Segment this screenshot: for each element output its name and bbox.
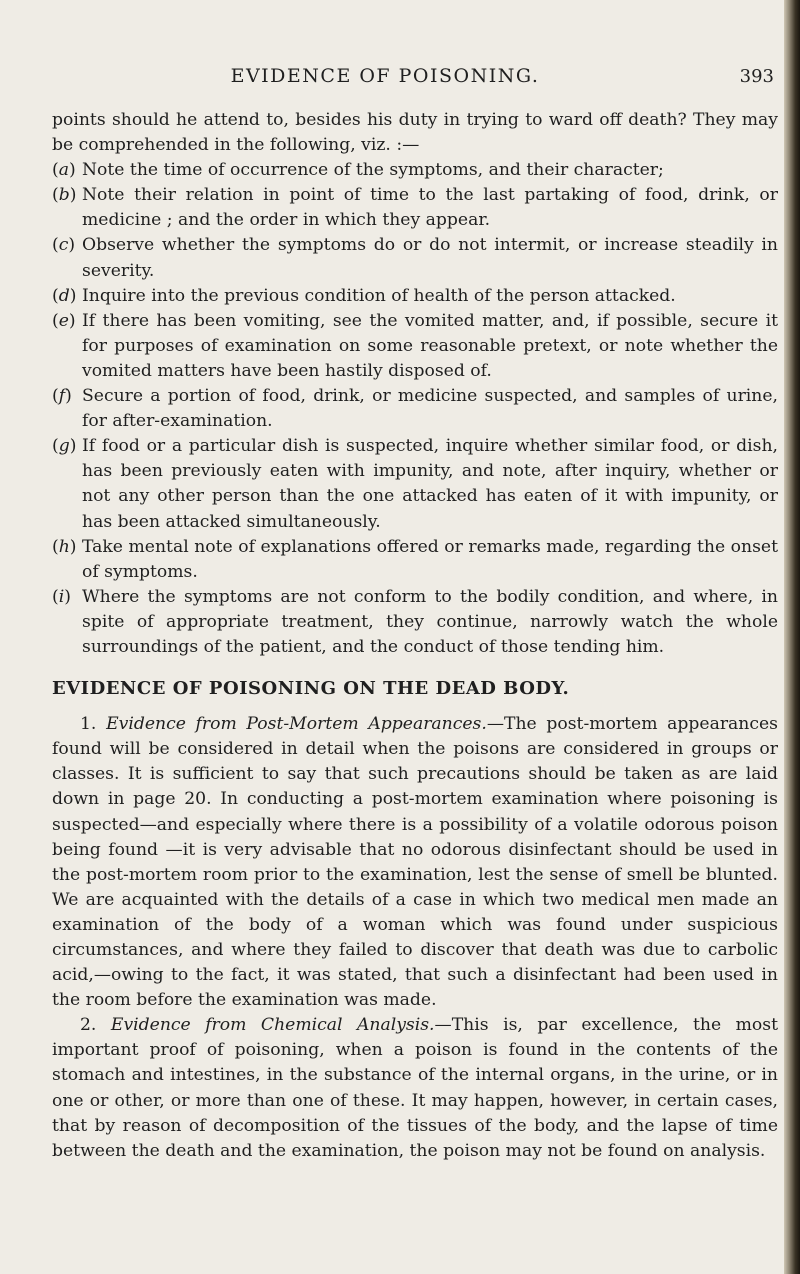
list-item: (g) If food or a particular dish is suspected, inquire whether similar food, or dish, has been previously eaten with impunity, and note, after inquiry, whether or not any other person than the one attacked has eaten of it with impunity, or has been attacked simultaneously. xyxy=(52,436,778,532)
paragraph-lead: Evidence from Chemical Analysis. xyxy=(110,1015,435,1036)
instruction-list xyxy=(52,158,778,660)
intro-text: points should he attend to, besides his duty in trying to ward off death? They may be comprehended in the following, viz. :— xyxy=(52,110,778,156)
paragraph-chemical-analysis xyxy=(52,1013,778,1164)
list-marker: f xyxy=(58,386,66,407)
list-marker: a xyxy=(58,160,69,181)
list-item-text: Observe whether the symptoms do or do not intermit, or increase steadily in severity. xyxy=(82,235,778,281)
list-item: (f) Secure a portion of food, drink, or medicine suspected, and samples of urine, for after-examination. xyxy=(52,386,778,432)
list-item-text: Note the time of occurrence of the symptoms, and their character; xyxy=(82,160,664,181)
list-item-text: Where the symptoms are not conform to the bodily condition, and where, in spite of appropriate treatment, they continue, narrowly watch the whole surroundings of the patient, and the conduct of those tending him. xyxy=(82,586,778,657)
paragraph-text: —This is, par excellence, the most important proof of poisoning, when a poison is found in the contents of the stomach and intestines, in the substance of the internal organs, in the urine, or in one or other, or more than one of these. It may happen, however, in certain cases, that by reason of decomposition of the tissues of the body, and the lapse of time between the death and the examination, the poison may not be found on analysis. xyxy=(52,1015,778,1161)
list-item-text: Take mental note of explanations offered or remarks made, regarding the onset of symptoms. xyxy=(82,536,778,582)
list-marker: d xyxy=(58,285,70,306)
page-content xyxy=(52,64,778,1164)
paragraph-number: 1. xyxy=(80,714,97,735)
paragraph-lead: Evidence from Post-Mortem Appearances. xyxy=(106,714,487,735)
section-heading: EVIDENCE OF POISONING ON THE DEAD BODY. xyxy=(52,678,570,700)
list-item: (c) Observe whether the symptoms do or do not intermit, or increase steadily in severity. xyxy=(52,235,778,281)
list-item-text: If there has been vomiting, see the vomited matter, and, if possible, secure it for purposes of examination on some reasonable pretext, or note whether the vomited matters have been hastily disposed of. xyxy=(82,310,778,381)
list-marker: b xyxy=(58,185,70,206)
list-marker: h xyxy=(58,536,70,557)
list-marker: c xyxy=(58,235,69,256)
list-item: (h) Take mental note of explanations offered or remarks made, regarding the onset of symptoms. xyxy=(52,536,778,582)
list-item-text: Secure a portion of food, drink, or medicine suspected, and samples of urine, for after-examination. xyxy=(82,386,778,432)
list-marker: i xyxy=(58,586,65,607)
running-head xyxy=(52,64,778,104)
list-marker: g xyxy=(58,436,70,457)
list-item-text: If food or a particular dish is suspected, inquire whether similar food, or dish, has been previously eaten with impunity, and note, after inquiry, whether or not any other person than the one attacked has eaten of it with impunity, or has been attacked simultaneously. xyxy=(82,436,778,532)
page-edge-shadow xyxy=(784,0,800,1274)
list-item: (d) Inquire into the previous condition of health of the person attacked. xyxy=(52,285,676,306)
list-item-text: Inquire into the previous condition of health of the person attacked. xyxy=(82,285,676,306)
paragraph-text: —The post-mortem appearances found will be considered in detail when the poisons are considered in groups or classes. It is sufficient to say that such precautions should be taken as are laid down in page 20. In conducting a post-mortem examination where poisoning is suspected—and especially where there is a possibility of a volatile odorous poison being found —it is very advisable that no odorous disinfectant should be used in the post-mortem room prior to the examination, lest the sense of smell be blunted. We are acquainted with the details of a case in which two medical men made an examination of the body of a woman which was found under suspicious circumstances, and where they failed to discover that death was due to carbolic acid,—owing to the fact, it was stated, that such a disinfectant had been used in the room before the examination was made. xyxy=(52,714,778,1011)
paragraph-number: 2. xyxy=(80,1015,97,1036)
list-item: (i) Where the symptoms are not conform to the bodily condition, and where, in spite of appropriate treatment, they continue, narrowly watch the whole surroundings of the patient, and the conduct of those tending him. xyxy=(52,586,778,657)
list-item: (b) Note their relation in point of time to the last partaking of food, drink, or medicine ; and the order in which they appear. xyxy=(52,185,778,231)
list-item: (e) If there has been vomiting, see the vomited matter, and, if possible, secure it for purposes of examination on some reasonable pretext, or note whether the vomited matters have been hastily disposed of. xyxy=(52,310,778,381)
list-item: (a) Note the time of occurrence of the symptoms, and their character; xyxy=(52,160,664,181)
list-item-text: Note their relation in point of time to the last partaking of food, drink, or medicine ; and the order in which they appear. xyxy=(82,185,778,231)
paragraph-post-mortem xyxy=(52,712,778,1013)
page-number: 393 xyxy=(739,66,774,87)
running-title: EVIDENCE OF POISONING. xyxy=(230,65,540,87)
list-marker: e xyxy=(58,310,69,331)
